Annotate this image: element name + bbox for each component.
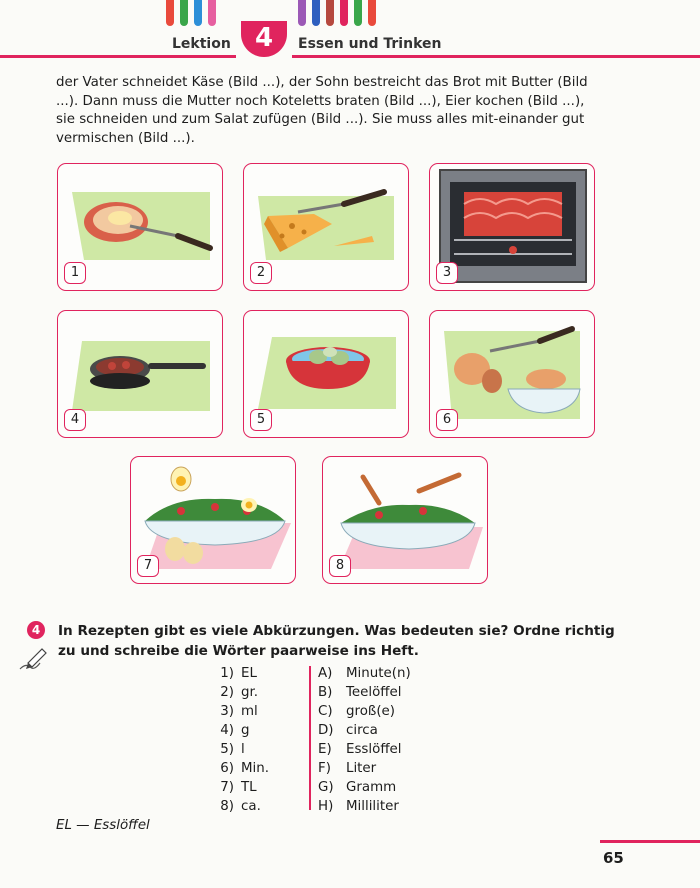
picture-number: 3 [436, 262, 458, 284]
abbreviation-item: 2) gr. [220, 685, 259, 700]
abbreviation-item: 5) l [220, 742, 245, 757]
page-number: 65 [603, 849, 624, 867]
meaning-item: F) Liter [318, 761, 377, 776]
picture-number: 5 [250, 409, 272, 431]
meaning-item: H) Milliliter [318, 799, 399, 814]
header-rule-left [0, 55, 236, 58]
meaning-item: A) Minute(n) [318, 666, 411, 681]
example-answer: EL — Esslöffel [56, 818, 150, 833]
color-tab [340, 0, 348, 26]
picture-number: 8 [329, 555, 351, 577]
color-tab [166, 0, 174, 26]
picture-card-2 [243, 163, 409, 291]
meaning-item: B) Teelöffel [318, 685, 402, 700]
footer-rule [600, 840, 700, 843]
abbreviation-list [196, 664, 304, 816]
picture-number: 6 [436, 409, 458, 431]
color-tab [180, 0, 188, 26]
picture-number: 7 [137, 555, 159, 577]
abbreviation-item: 7) TL [220, 780, 257, 795]
story-paragraph: der Vater schneidet Käse (Bild ...), der Sohn bestreicht das Brot mit Butter (Bild ...). Dann muss die Mutter noch Koteletts braten (Bild ...), Eier kochen (Bild ...), sie schneiden und zum Salat zufügen (Bild ...). Sie muss alles mit-einander gut vermischen (Bild ...). [56, 75, 588, 146]
color-tab [326, 0, 334, 26]
lesson-number-badge: 4 [241, 21, 287, 57]
header-rule-right [292, 55, 700, 58]
pencil-write-icon [18, 645, 48, 673]
meaning-item: D) circa [318, 723, 378, 738]
exercise-instruction: In Rezepten gibt es viele Abkürzungen. Was bedeuten sie? Ordne richtig zu und schreibe die Wörter paarweise ins Heft. [58, 623, 615, 659]
color-tab [368, 0, 376, 26]
color-tab [312, 0, 320, 26]
meaning-item: E) Esslöffel [318, 742, 402, 757]
picture-card-6 [429, 310, 595, 438]
picture-number: 2 [250, 262, 272, 284]
abbreviation-item: 8) ca. [220, 799, 261, 814]
picture-number: 4 [64, 409, 86, 431]
color-tabs-right [298, 0, 376, 26]
abbreviation-item: 3) ml [220, 704, 258, 719]
lektion-label: Lektion [172, 36, 231, 52]
unit-title: Essen und Trinken [298, 36, 442, 52]
abbreviation-item: 6) Min. [220, 761, 270, 776]
color-tab [208, 0, 216, 26]
column-divider [309, 666, 311, 810]
abbreviation-item: 1) EL [220, 666, 257, 681]
exercise-number-badge: 4 [27, 621, 45, 639]
meaning-item: C) groß(e) [318, 704, 396, 719]
meaning-list [318, 664, 518, 816]
picture-card-8 [322, 456, 488, 584]
picture-card-3 [429, 163, 595, 291]
meaning-item: G) Gramm [318, 780, 397, 795]
abbreviation-item: 4) g [220, 723, 250, 738]
picture-card-5 [243, 310, 409, 438]
picture-card-4 [57, 310, 223, 438]
picture-card-1 [57, 163, 223, 291]
color-tabs-left [166, 0, 216, 26]
color-tab [194, 0, 202, 26]
picture-card-7 [130, 456, 296, 584]
color-tab [354, 0, 362, 26]
color-tab [298, 0, 306, 26]
picture-number: 1 [64, 262, 86, 284]
